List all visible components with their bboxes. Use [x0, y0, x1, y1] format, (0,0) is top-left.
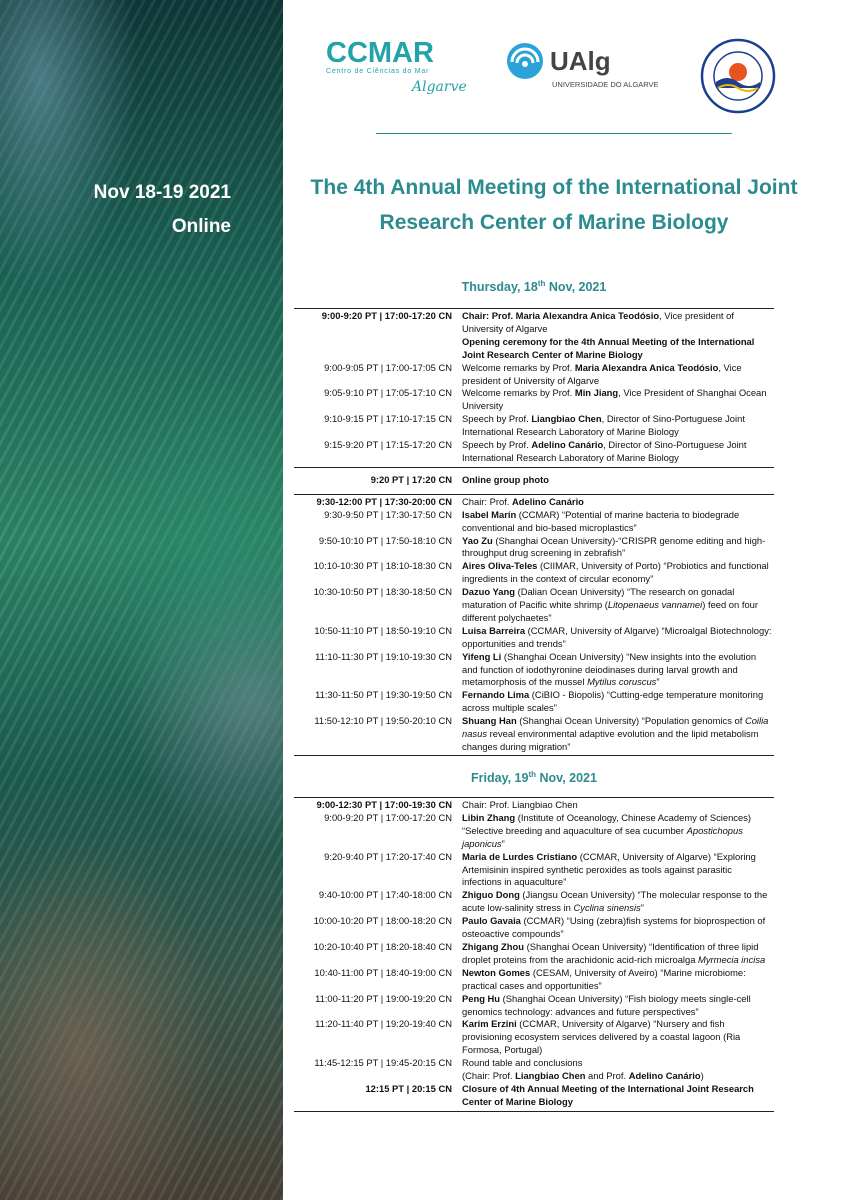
- day1-schedule: [294, 308, 774, 756]
- schedule-row: 9:40-10:00 PT | 17:40-18:00 CN Zhiguo Dong (Jiangsu Ocean University) “The molecular response to the acute low-salinity stress in Cyclina sinensis”: [318, 889, 768, 914]
- schedule-row: 9:10-9:15 PT | 17:10-17:15 CN Speech by Prof. Liangbiao Chen, Director of Sino-Portuguese Joint International Research Laboratory of Marine Biology: [324, 413, 745, 438]
- ccmar-logo-region: Algarve: [412, 79, 467, 95]
- header-divider: [376, 133, 732, 134]
- schedule-row: 9:30-12:00 PT | 17:30-20:00 CN Chair: Prof. Adelino Canário: [316, 495, 584, 507]
- schedule-row: 9:00-9:05 PT | 17:00-17:05 CN Welcome remarks by Prof. Maria Alexandra Anica Teodósio, Vice president of University of Algarve: [324, 361, 742, 386]
- schedule-row: 9:00-9:20 PT | 17:00-17:20 CN Chair: Prof. Maria Alexandra Anica Teodósio, Vice president of University of Algarve: [321, 310, 734, 334]
- day1-heading: Thursday, 18th Nov, 2021: [461, 279, 607, 295]
- event-mode: Online: [171, 216, 231, 237]
- schedule-row: 9:20 PT | 17:20 CN Online group photo: [370, 473, 549, 485]
- schedule-row: 11:20-11:40 PT | 19:20-19:40 CN Karim Erzini (CCMAR, University of Algarve) “Nursery and fish provisioning ecosystem services delivered by a coastal lagoon (Ria Formosa, Portugal): [315, 1018, 741, 1056]
- event-date-block: [94, 176, 231, 244]
- ualg-logo-text: UAlg: [550, 46, 611, 76]
- schedule-row: 11:50-12:10 PT | 19:50-20:10 CN Shuang Han (Shanghai Ocean University) “Population genomics of Coilia nasus reveal environmental adaptive evolution and the lipid metabolism changes during migration”: [314, 715, 769, 752]
- schedule-row: 11:10-11:30 PT | 19:10-19:30 CN Yifeng Li (Shanghai Ocean University) “New insights into the evolution and function of iodothyronine deiodinases during larval growth and metamorphosis of the mussel Mytilus coruscus”: [315, 650, 757, 688]
- schedule-row: 9:30-9:50 PT | 17:30-17:50 CN Isabel Marín (CCMAR) “Potential of marine bacteria to biodegrade conventional and bio-based microplastics”: [324, 508, 740, 533]
- schedule-row: 10:50-11:10 PT | 18:50-19:10 CN Luisa Barreira (CCMAR, University of Algarve) “Microalgal Biotechnology: opportunities and trends”: [314, 624, 772, 649]
- schedule-row: Opening ceremony for the 4th Annual Meeting of the International Joint Research Center of Marine Biology: [462, 335, 755, 360]
- ccmar-logo: [326, 38, 476, 95]
- schedule-row: 10:20-10:40 PT | 18:20-18:40 CN Zhigang Zhou (Shanghai Ocean University) “Identification of three lipid droplet proteins from the arachidonic acid-rich microalga Myrmecia incisa: [313, 940, 766, 965]
- day2-heading: Friday, 19th Nov, 2021: [471, 770, 597, 786]
- ualg-logo-subtitle: UNIVERSIDADE DO ALGARVE: [552, 80, 659, 89]
- schedule-row: 9:50-10:10 PT | 17:50-18:10 CN Yao Zu (Shanghai Ocean University)-“CRISPR genome editing and high-throughput drug screening in zebrafish”: [318, 534, 766, 559]
- ccmar-logo-subtitle: Centro de Ciências do Mar: [326, 68, 430, 75]
- schedule-row: 12:15 PT | 20:15 CN Closure of 4th Annual Meeting of the International Joint Research Center of Marine Biology: [365, 1082, 754, 1107]
- page-title: The 4th Annual Meeting of the International Joint Research Center of Marine Biology: [310, 176, 798, 234]
- ualg-logo: [506, 40, 686, 90]
- schedule-row: 10:00-10:20 PT | 18:00-18:20 CN Paulo Gavaia (CCMAR) “Using (zebra)fish systems for bioprospection of osteoactive compounds”: [313, 915, 766, 940]
- schedule-row: 9:00-12:30 PT | 17:00-19:30 CN Chair: Prof. Liangbiao Chen: [316, 799, 578, 810]
- schedule-row: 11:30-11:50 PT | 19:30-19:50 CN Fernando Lima (CiBIO - Biopolis) “Cutting-edge temperature monitoring across multiple scales”: [315, 689, 764, 714]
- ualg-wave-icon: [506, 42, 544, 80]
- schedule-row: 10:10-10:30 PT | 18:10-18:30 CN Aires Oliva-Teles (CIIMAR, University of Porto) “Probiotics and functional ingredients in the context of circular economy”: [313, 560, 769, 585]
- ccmar-logo-text: CCMAR: [326, 37, 434, 69]
- day2-schedule: [294, 797, 774, 1112]
- schedule-row: 9:00-9:20 PT | 17:00-17:20 CN Libin Zhang (Institute of Oceanology, Chinese Academy of Sciences) “Selective breeding and aquaculture of sea cucumber Apostichopus japonicus”: [324, 811, 752, 849]
- schedule-row: 11:45-12:15 PT | 19:45-20:15 CN Round table and conclusions (Chair: Prof. Liangbiao Chen and Prof. Adelino Canário): [314, 1057, 704, 1082]
- schedule-row: 11:00-11:20 PT | 19:00-19:20 CN Peng Hu (Shanghai Ocean University) “Fish biology meets single-cell genomics technology: advances and future perspectives”: [315, 992, 751, 1017]
- schedule-row: 9:20-9:40 PT | 17:20-17:40 CN Maria de Lurdes Cristiano (CCMAR, University of Algarve) “Exploring Artemisinin inspired synthetic peroxides as tools against parasitic infections in aquaculture”: [324, 850, 756, 888]
- schedule-row: 10:40-11:00 PT | 18:40-19:00 CN Newton Gomes (CESAM, University of Aveiro) “Marine microbiome: practical cases and opportunities”: [314, 966, 746, 991]
- shanghai-ocean-university-seal: [700, 38, 776, 114]
- partner-logos: [326, 38, 776, 118]
- coral-background-photo: [0, 0, 283, 1200]
- schedule-row: 9:05-9:10 PT | 17:05-17:10 CN Welcome remarks by Prof. Min Jiang, Vice President of Shanghai Ocean University: [324, 387, 767, 412]
- event-date: Nov 18-19 2021: [93, 182, 231, 203]
- schedule-row: 10:30-10:50 PT | 18:30-18:50 CN Dazuo Yang (Dalian Ocean University) “The research on gonadal maturation of Pacific white shrimp (Litopenaeus vannamei) feed on four different polychaetes”: [313, 586, 758, 623]
- schedule-row: 9:15-9:20 PT | 17:15-17:20 CN Speech by Prof. Adelino Canário, Director of Sino-Portuguese Joint International Research Laboratory of Marine Biology: [324, 439, 747, 463]
